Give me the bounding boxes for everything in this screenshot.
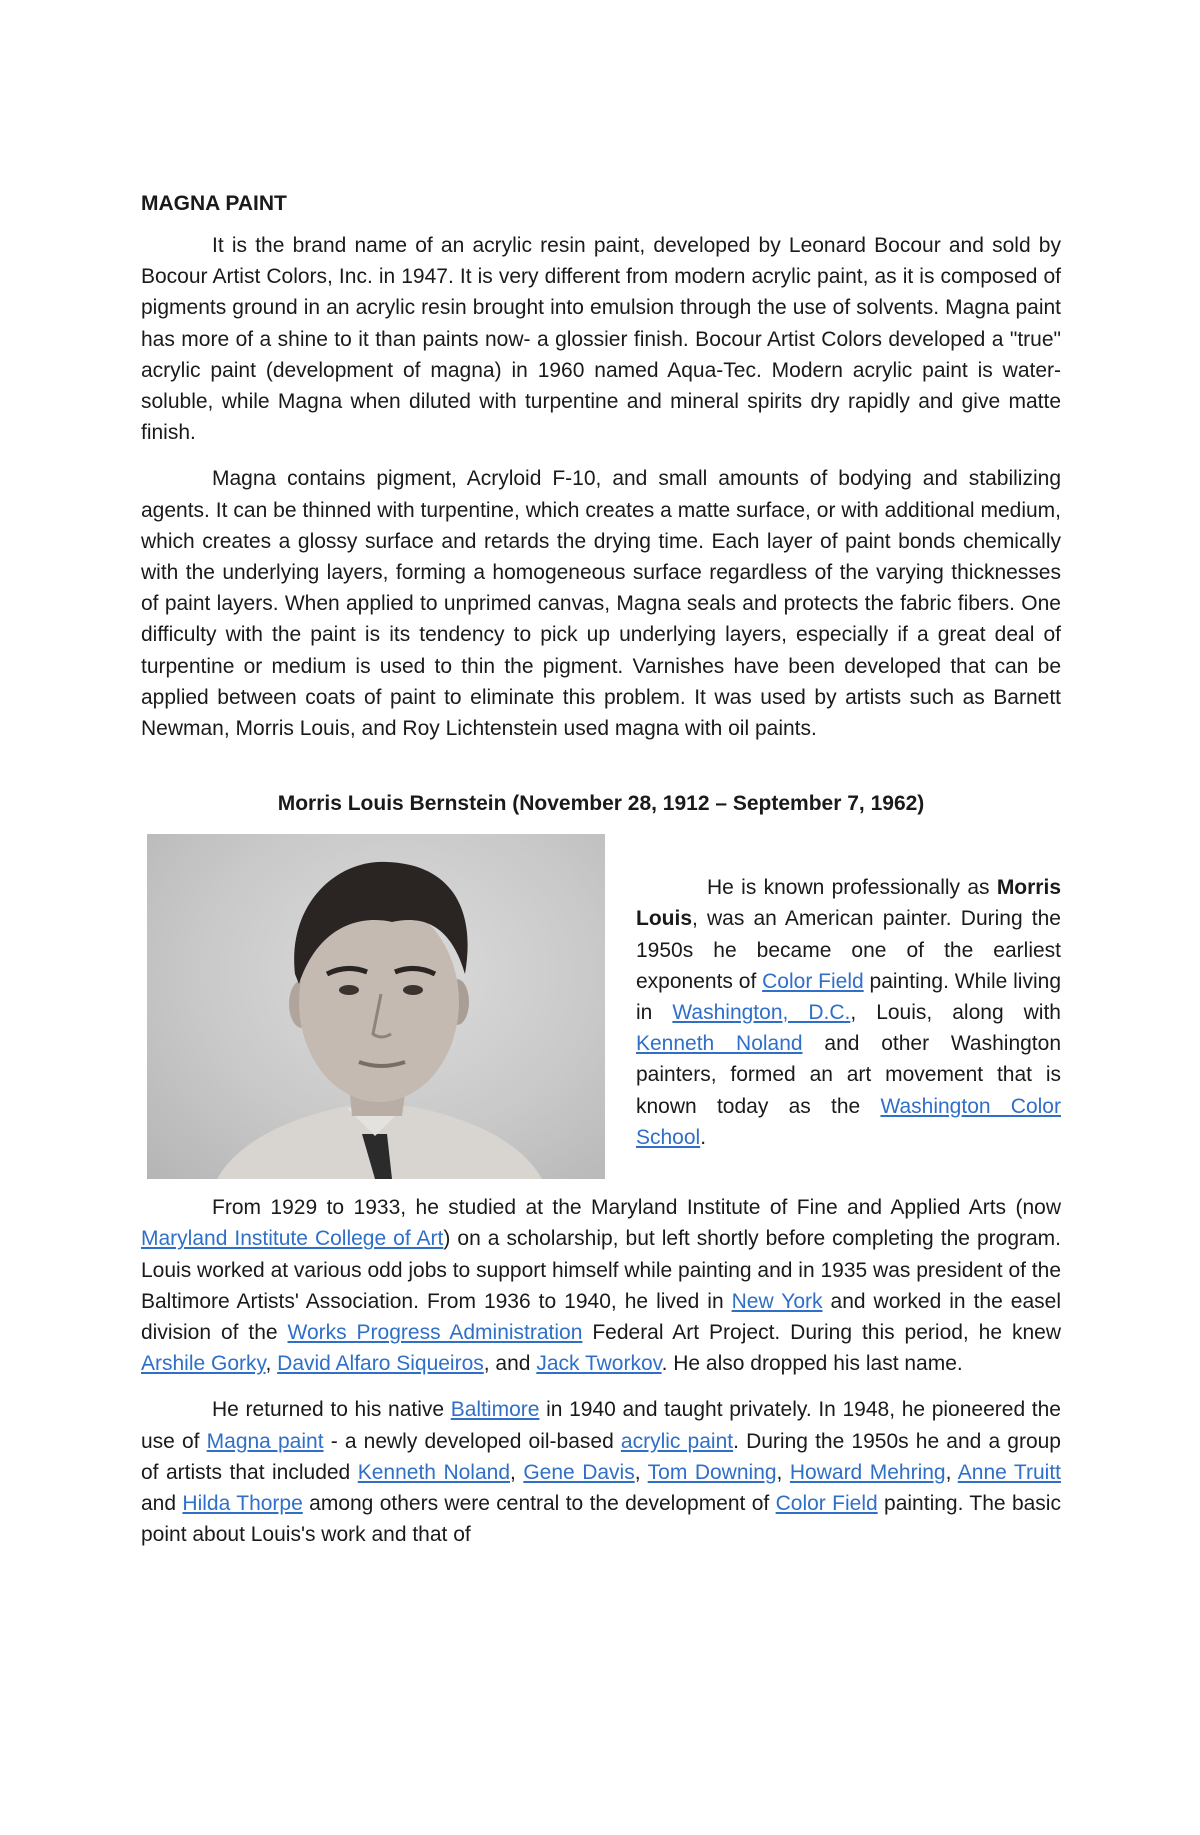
- edu-text-4: Federal Art Project. During this period, he knew: [582, 1321, 1061, 1345]
- bio-text-3: painting. While living in: [636, 969, 1061, 1025]
- magna-heading: MAGNA PAINT: [141, 192, 287, 215]
- bio-paragraph: [636, 872, 1061, 1153]
- balt-text-7: ,: [776, 1460, 790, 1484]
- document-page: [141, 188, 1061, 1565]
- edu-text-5: ,: [265, 1352, 278, 1376]
- balt-text-1: He returned to his native: [212, 1398, 451, 1422]
- link-mica[interactable]: Maryland Institute College of Art: [141, 1227, 444, 1251]
- link-arshile-gorky[interactable]: Arshile Gorky: [141, 1352, 266, 1376]
- link-david-alfaro-siqueiros[interactable]: David Alfaro Siqueiros: [277, 1352, 484, 1376]
- link-baltimore[interactable]: Baltimore: [450, 1398, 540, 1422]
- edu-text-1: From 1929 to 1933, he studied at the Maryland Institute of Fine and Applied Arts (now: [212, 1196, 1061, 1220]
- balt-text-6: ,: [634, 1460, 648, 1484]
- bio-name: Morris Louis: [636, 876, 1061, 931]
- edu-text-2: ) on a scholarship, but left shortly before completing the program. Louis worked at various odd jobs to support himself while painting and in 1935 was president of the Baltimore Artists' Association. From 1936 to 1940, he lived in: [141, 1227, 1061, 1313]
- link-howard-mehring[interactable]: Howard Mehring: [789, 1460, 946, 1484]
- link-washington-color-school[interactable]: Washington Color School: [636, 1094, 1061, 1149]
- bio-text-5: and other Washington painters, formed an art movement that is known today as the: [636, 1032, 1061, 1118]
- baltimore-paragraph: [141, 1394, 1061, 1550]
- link-magna-paint[interactable]: Magna paint: [206, 1429, 324, 1453]
- bio-text-4: , Louis, along with: [850, 1001, 1061, 1025]
- balt-text-2: in 1940 and taught privately. In 1948, he pioneered the use of: [141, 1398, 1061, 1453]
- link-jack-tworkov[interactable]: Jack Tworkov: [536, 1352, 662, 1376]
- link-kenneth-noland-2[interactable]: Kenneth Noland: [357, 1460, 511, 1484]
- portrait-photo: [147, 834, 605, 1179]
- link-gene-davis[interactable]: Gene Davis: [523, 1460, 635, 1484]
- bio-text-2: , was an American painter. During the 1950s he became one of the earliest exponents of: [636, 907, 1061, 993]
- louis-section-title: Morris Louis Bernstein (November 28, 1912 – September 7, 1962): [277, 792, 925, 816]
- link-new-york[interactable]: New York: [731, 1289, 823, 1313]
- link-works-progress-administration[interactable]: Works Progress Administration: [287, 1321, 583, 1345]
- link-tom-downing[interactable]: Tom Downing: [647, 1460, 777, 1484]
- link-anne-truitt[interactable]: Anne Truitt: [957, 1460, 1061, 1484]
- bio-text-6: .: [700, 1125, 707, 1149]
- balt-text-5: ,: [510, 1460, 524, 1484]
- link-color-field-2[interactable]: Color Field: [775, 1492, 878, 1516]
- edu-text-3: and worked in the easel division of the: [141, 1289, 1061, 1345]
- balt-text-10: among others were central to the development of: [302, 1492, 776, 1516]
- education-paragraph: [141, 1192, 1061, 1379]
- bio-row: [141, 832, 1061, 1180]
- link-kenneth-noland[interactable]: Kenneth Noland: [636, 1032, 803, 1056]
- magna-paragraph-2: Magna contains pigment, Acryloid F-10, and small amounts of bodying and stabilizing agents. It can be thinned with turpentine, which creates a matte surface, or with additional medium, which creates a glossy surface and retards the drying time. Each layer of paint bonds chemically with the underlying layers, forming a homogeneous surface regardless of the varying thicknesses of paint layers. When applied to unprimed canvas, Magna seals and protects the fabric fibers. One difficulty with the paint is its tendency to pick up underlying layers, especially if a great deal of turpentine or medium is used to thin the pigment. Varnishes have been developed that can be applied between coats of paint to eliminate this problem. It was used by artists such as Barnett Newman, Morris Louis, and Roy Lichtenstein used magna with oil paints.: [141, 467, 1061, 741]
- balt-text-11: painting. The basic point about Louis's work and that of: [141, 1492, 1061, 1547]
- balt-text-3: - a newly developed oil-based: [323, 1429, 621, 1453]
- link-hilda-thorpe[interactable]: Hilda Thorpe: [182, 1492, 303, 1516]
- balt-text-9: and: [141, 1492, 183, 1516]
- balt-text-4: . During the 1950s he and a group of artists that included: [141, 1429, 1061, 1484]
- portrait-figure: [147, 834, 605, 1179]
- link-color-field[interactable]: Color Field: [762, 969, 864, 993]
- edu-text-7: . He also dropped his last name.: [661, 1352, 963, 1376]
- magna-paragraph-1: It is the brand name of an acrylic resin paint, developed by Leonard Bocour and sold by Bocour Artist Colors, Inc. in 1947. It is very different from modern acrylic paint, as it is composed of pigments ground in an acrylic resin brought into emulsion through the use of solvents. Magna paint has more of a shine to it than paints now- a glossier finish. Bocour Artist Colors developed a "true" acrylic paint (development of magna) in 1960 named Aqua-Tec. Modern acrylic paint is water-soluble, while Magna when diluted with turpentine and mineral spirits dry rapidly and give matte finish.: [141, 234, 1061, 445]
- bio-text-1: He is known professionally as: [707, 876, 997, 900]
- balt-text-8: ,: [945, 1460, 958, 1484]
- link-washington-dc[interactable]: Washington, D.C.: [672, 1001, 851, 1025]
- edu-text-6: , and: [483, 1352, 537, 1376]
- link-acrylic-paint[interactable]: acrylic paint: [620, 1429, 734, 1453]
